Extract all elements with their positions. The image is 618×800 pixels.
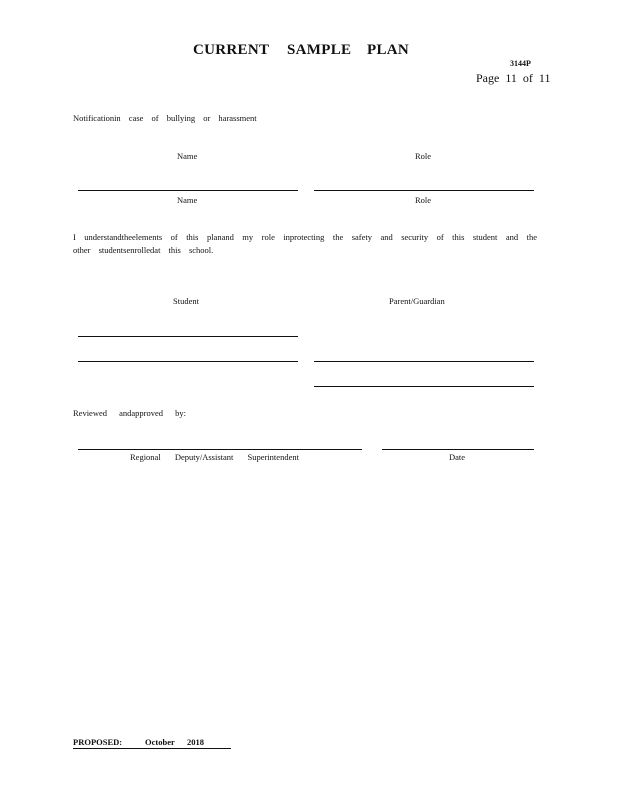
student-signature-line-2[interactable] — [78, 361, 298, 362]
page-of: of — [522, 71, 533, 85]
parent-guardian-label: Parent/Guardian — [389, 296, 445, 306]
proposed-year: 2018 — [187, 737, 204, 747]
page-current: 11 — [505, 71, 517, 85]
parent-signature-line-2[interactable] — [314, 386, 534, 387]
page-total: 11 — [538, 71, 551, 85]
page-number — [476, 71, 550, 86]
title-word-current: CURRENT — [193, 42, 270, 58]
role-signature-line[interactable] — [314, 190, 534, 191]
student-label: Student — [173, 296, 199, 306]
acknowledgement-paragraph: I understandtheelements of this planand my role inprotecting the safety and security of this student and the other studentsenrolledat this school. — [73, 232, 537, 255]
name-signature-line[interactable] — [78, 190, 298, 191]
notification-heading: Notificationin case of bullying or harassment — [73, 113, 257, 123]
superintendent-signature-line[interactable] — [78, 449, 362, 450]
proposed-footer — [73, 737, 231, 749]
date-label: Date — [449, 452, 466, 462]
proposed-month: October — [145, 737, 175, 747]
role-label-top: Role — [415, 151, 432, 161]
parent-signature-line-1[interactable] — [314, 361, 534, 362]
proposed-label: PROPOSED: — [73, 737, 123, 747]
title-word-plan: PLAN — [367, 42, 410, 58]
role-label-bottom: Role — [415, 195, 432, 205]
name-label-bottom: Name — [177, 195, 198, 205]
document-code: 3144P — [510, 59, 531, 68]
review-heading: Reviewed andapproved by: — [73, 408, 186, 418]
superintendent-label: Regional Deputy/Assistant Superintendent — [130, 452, 299, 462]
date-signature-line[interactable] — [382, 449, 534, 450]
student-signature-line-1[interactable] — [78, 336, 298, 337]
title-word-sample: SAMPLE — [287, 42, 352, 58]
name-label-top: Name — [177, 151, 198, 161]
page-label: Page — [476, 71, 500, 85]
